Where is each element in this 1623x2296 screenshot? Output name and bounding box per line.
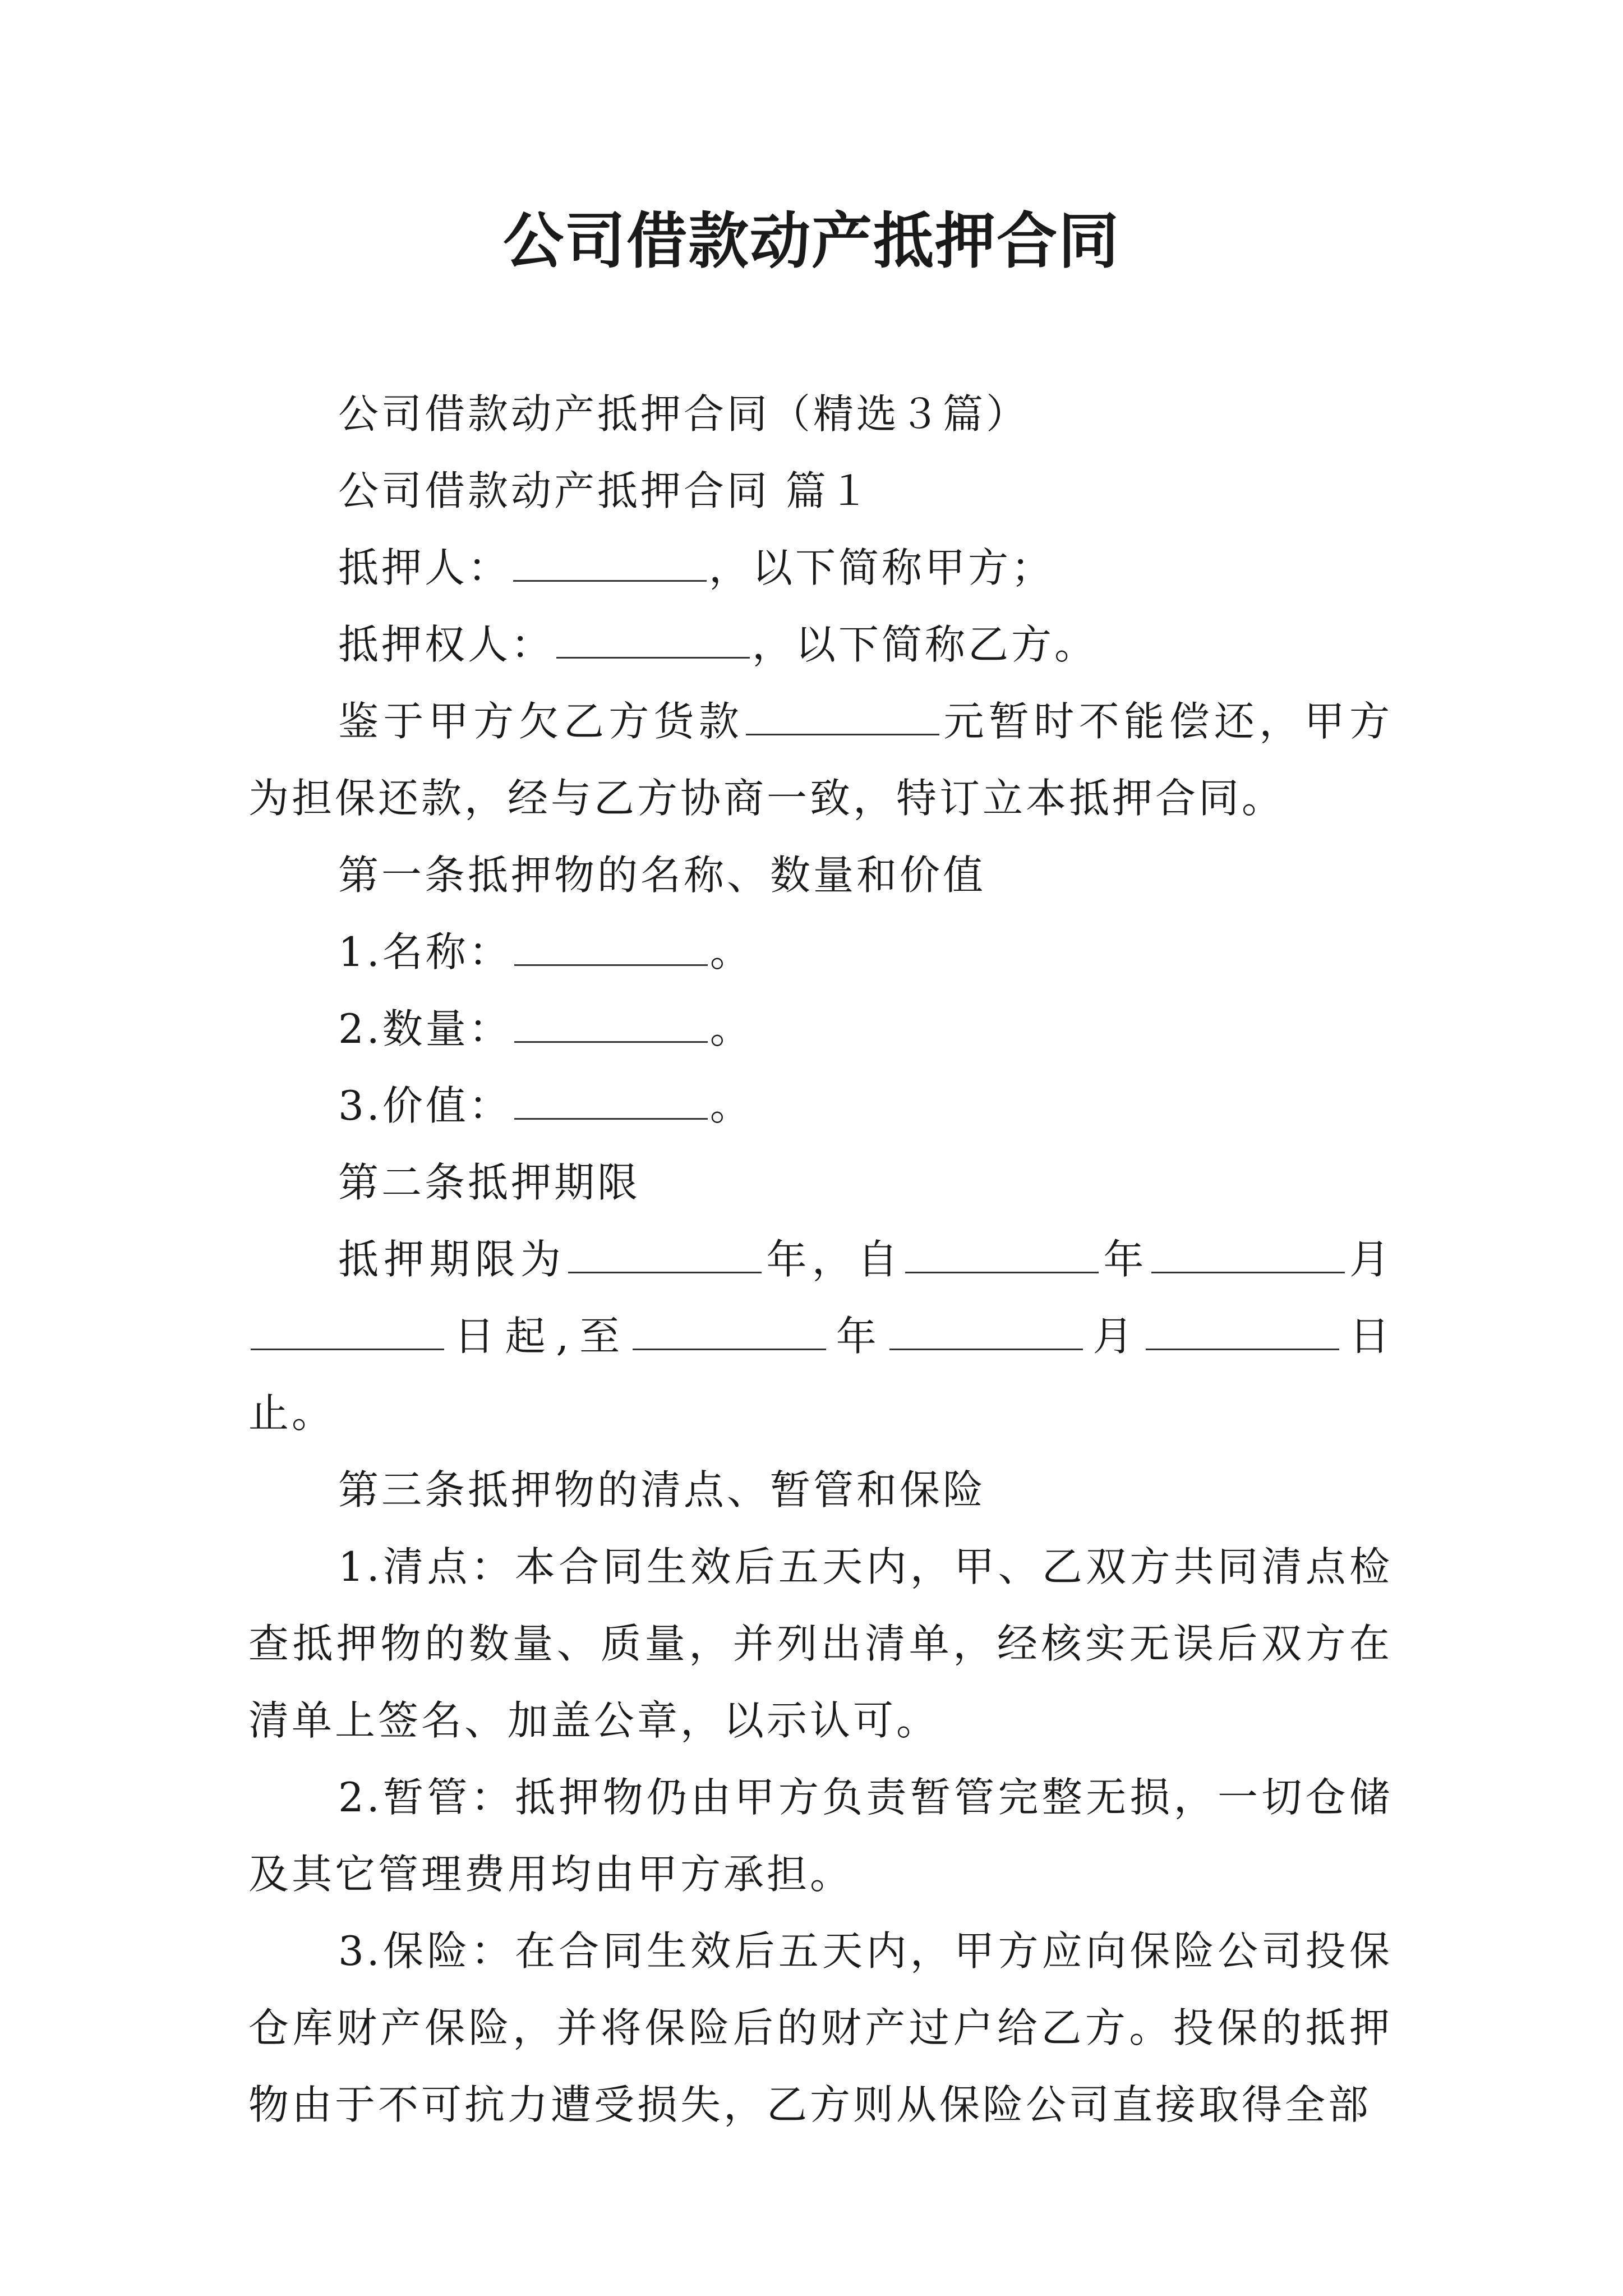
part-heading: 公司借款动产抵押合同 篇１: [338, 467, 872, 514]
mortgagor-blank: [513, 547, 707, 582]
mortgagor-label: 抵押人：: [338, 544, 511, 591]
whereas-paragraph: [248, 683, 1393, 837]
whereas-prefix: 鉴于甲方欠乙方货款: [338, 698, 744, 745]
item-name-blank: [514, 932, 708, 966]
item-value-end: 。: [709, 1082, 753, 1129]
start-year-blank: [905, 1239, 1099, 1273]
term-seg-5: 年: [828, 1313, 887, 1360]
item-name-end: 。: [709, 928, 753, 976]
article-1-item-value: [248, 1068, 1393, 1144]
item-name-label: 1.名称：: [338, 928, 512, 976]
document-title: 公司借款动产抵押合同: [502, 206, 1120, 277]
mortgagee-line: [248, 606, 1393, 683]
item-quantity-blank: [514, 1009, 708, 1043]
term-seg-7: 日止。: [248, 1313, 1393, 1437]
end-year-blank: [633, 1316, 826, 1350]
mortgagor-suffix: ，以下简称甲方；: [709, 544, 1055, 591]
article-3-inventory: 1.清点：本合同生效后五天内，甲、乙双方共同清点检查抵押物的数量、质量，并列出清单，经核实无误后双方在清单上签名、加盖公章，以示认可。: [248, 1543, 1393, 1744]
item-value-blank: [514, 1085, 708, 1120]
document-body: [248, 376, 1393, 2143]
article-1-heading: 第一条抵押物的名称、数量和价值: [338, 852, 986, 899]
item-quantity-end: 。: [709, 1005, 753, 1052]
item-quantity-label: 2.数量：: [338, 1005, 512, 1052]
start-month-blank: [1151, 1239, 1345, 1273]
mortgagee-suffix: ，以下简称乙方。: [752, 621, 1098, 668]
term-seg-0: 抵押期限为: [338, 1236, 566, 1283]
article-2-body: [248, 1221, 1393, 1452]
subtitle-line: 公司借款动产抵押合同（精选３篇）: [338, 390, 1030, 438]
article-2-heading: 第二条抵押期限: [338, 1159, 641, 1206]
mortgagee-label: 抵押权人：: [338, 621, 555, 668]
term-seg-4: 日起,至: [446, 1313, 630, 1360]
article-3-heading: 第三条抵押物的清点、暂管和保险: [338, 1466, 986, 1513]
start-day-blank: [251, 1316, 444, 1350]
term-years-blank: [568, 1239, 762, 1273]
mortgagee-blank: [556, 624, 750, 659]
term-seg-3: 月: [1347, 1236, 1393, 1283]
item-value-label: 3.价值：: [338, 1082, 512, 1129]
amount-blank: [746, 701, 939, 735]
whereas-rest: 元暂时不能偿还，甲方为担保还款，经与乙方协商一致，特订立本抵押合同。: [248, 698, 1393, 822]
article-3-insurance: 3.保险：在合同生效后五天内，甲方应向保险公司投保仓库财产保险，并将保险后的财产过户给乙方。投保的抵押物由于不可抗力遭受损失，乙方则从保险公司直接取得全部: [248, 1927, 1393, 2128]
article-1-item-name: [248, 914, 1393, 991]
end-day-blank: [1146, 1316, 1339, 1350]
term-seg-6: 月: [1085, 1313, 1144, 1360]
mortgagor-line: [248, 530, 1393, 606]
end-month-blank: [889, 1316, 1083, 1350]
term-seg-2: 年: [1101, 1236, 1149, 1283]
article-3-custody: 2.暂管：抵押物仍由甲方负责暂管完整无损，一切仓储及其它管理费用均由甲方承担。: [248, 1774, 1393, 1898]
article-1-item-quantity: [248, 991, 1393, 1068]
term-seg-1: 年，自: [764, 1236, 903, 1283]
